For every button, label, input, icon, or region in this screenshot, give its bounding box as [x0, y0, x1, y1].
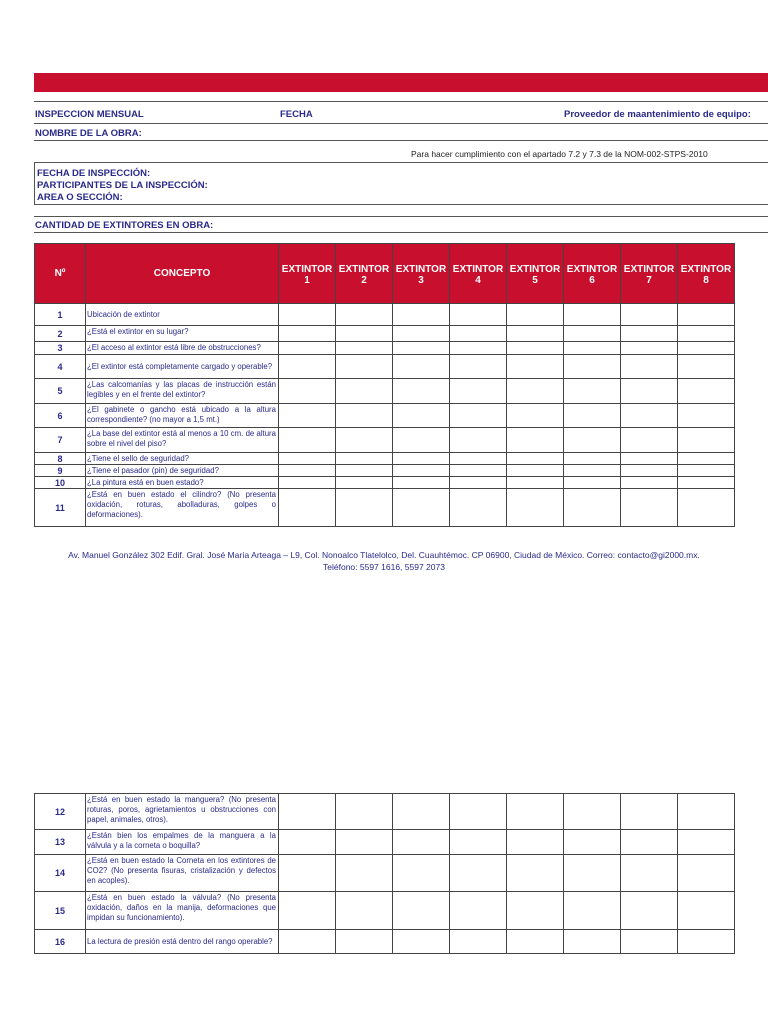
- check-cell[interactable]: [564, 794, 621, 830]
- row-number: 1: [35, 304, 86, 326]
- check-cell[interactable]: [621, 930, 678, 954]
- extinguisher-number: 1: [304, 275, 310, 286]
- row-concept: ¿Está el extintor en su lugar?: [86, 326, 279, 342]
- check-cell[interactable]: [279, 404, 336, 428]
- row-number: 16: [35, 930, 86, 954]
- row-concept: ¿El gabinete o gancho está ubicado a la altura correspondiente? (no mayor a 1,5 mt.): [86, 404, 279, 428]
- check-cell[interactable]: [564, 855, 621, 892]
- row-number: 8: [35, 453, 86, 465]
- extinguisher-word: EXTINTOR: [395, 264, 447, 275]
- check-cell[interactable]: [336, 855, 393, 892]
- check-cell[interactable]: [621, 428, 678, 453]
- row-number: 2: [35, 326, 86, 342]
- check-cell[interactable]: [279, 892, 336, 930]
- check-cell[interactable]: [621, 794, 678, 830]
- check-cell[interactable]: [450, 355, 507, 379]
- check-cell[interactable]: [393, 428, 450, 453]
- check-cell[interactable]: [279, 489, 336, 527]
- participants-label: PARTICIPANTES DE LA INSPECCIÓN:: [37, 180, 208, 191]
- check-cell[interactable]: [564, 304, 621, 326]
- check-cell[interactable]: [621, 355, 678, 379]
- column-header-concept: CONCEPTO: [86, 244, 279, 304]
- extinguisher-word: EXTINTOR: [452, 264, 504, 275]
- check-cell[interactable]: [678, 428, 735, 453]
- row-concept: La lectura de presión está dentro del rango operable?: [86, 930, 279, 954]
- footer-phone: Teléfono: 5597 1616, 5597 2073: [323, 562, 445, 572]
- check-cell[interactable]: [507, 930, 564, 954]
- header-divider: [34, 162, 768, 163]
- check-cell[interactable]: [564, 830, 621, 855]
- check-cell[interactable]: [279, 355, 336, 379]
- column-header-extinguisher: [336, 244, 393, 304]
- check-cell[interactable]: [564, 404, 621, 428]
- check-cell[interactable]: [678, 892, 735, 930]
- check-cell[interactable]: [336, 404, 393, 428]
- check-cell[interactable]: [678, 326, 735, 342]
- check-cell[interactable]: [621, 326, 678, 342]
- footer: [0, 549, 768, 573]
- check-cell[interactable]: [450, 830, 507, 855]
- column-header-extinguisher: [678, 244, 735, 304]
- check-cell[interactable]: [393, 342, 450, 355]
- check-cell[interactable]: [393, 379, 450, 404]
- header-divider: [34, 216, 768, 217]
- check-cell[interactable]: [678, 379, 735, 404]
- inspection-table: [34, 243, 735, 527]
- check-cell[interactable]: [450, 379, 507, 404]
- check-cell[interactable]: [450, 855, 507, 892]
- check-cell[interactable]: [393, 355, 450, 379]
- check-cell[interactable]: [393, 830, 450, 855]
- check-cell[interactable]: [393, 453, 450, 465]
- check-cell[interactable]: [336, 428, 393, 453]
- row-concept: ¿Las calcomanías y las placas de instrucción están legibles y en el frente del extintor?: [86, 379, 279, 404]
- check-cell[interactable]: [507, 304, 564, 326]
- row-number: 15: [35, 892, 86, 930]
- check-cell[interactable]: [621, 304, 678, 326]
- check-cell[interactable]: [393, 326, 450, 342]
- check-cell[interactable]: [336, 830, 393, 855]
- compliance-note: Para hacer cumplimiento con el apartado 7.2 y 7.3 de la NOM-002-STPS-2010: [411, 149, 708, 159]
- check-cell[interactable]: [564, 892, 621, 930]
- check-cell[interactable]: [393, 794, 450, 830]
- check-cell[interactable]: [507, 379, 564, 404]
- date-label: FECHA: [280, 109, 313, 120]
- row-concept: ¿Está en buen estado la válvula? (No presenta oxidación, daños en la manija, deformaciones que impidan su funcionamiento).: [86, 892, 279, 930]
- check-cell[interactable]: [393, 489, 450, 527]
- extinguisher-number: 3: [418, 275, 424, 286]
- column-header-extinguisher: [279, 244, 336, 304]
- check-cell[interactable]: [393, 892, 450, 930]
- check-cell[interactable]: [336, 304, 393, 326]
- header-left-border: [34, 162, 35, 205]
- check-cell[interactable]: [450, 477, 507, 489]
- check-cell[interactable]: [507, 830, 564, 855]
- extinguisher-word: EXTINTOR: [623, 264, 675, 275]
- check-cell[interactable]: [564, 477, 621, 489]
- row-concept: ¿Tiene el sello de seguridad?: [86, 453, 279, 465]
- extinguisher-number: 6: [589, 275, 595, 286]
- area-label: AREA O SECCIÓN:: [37, 192, 123, 203]
- check-cell[interactable]: [279, 342, 336, 355]
- column-header-number: Nº: [35, 244, 86, 304]
- inspection-table-continued: [34, 793, 735, 954]
- check-cell[interactable]: [564, 355, 621, 379]
- column-header-extinguisher: [450, 244, 507, 304]
- check-cell[interactable]: [507, 489, 564, 527]
- check-cell[interactable]: [279, 855, 336, 892]
- extinguisher-count-label: CANTIDAD DE EXTINTORES EN OBRA:: [35, 220, 214, 231]
- check-cell[interactable]: [450, 404, 507, 428]
- check-cell[interactable]: [678, 855, 735, 892]
- check-cell[interactable]: [678, 404, 735, 428]
- column-header-extinguisher: [507, 244, 564, 304]
- monthly-inspection-label: INSPECCION MENSUAL: [35, 109, 144, 120]
- check-cell[interactable]: [393, 930, 450, 954]
- check-cell[interactable]: [507, 465, 564, 477]
- extinguisher-word: EXTINTOR: [680, 264, 732, 275]
- check-cell[interactable]: [507, 855, 564, 892]
- check-cell[interactable]: [678, 477, 735, 489]
- check-cell[interactable]: [336, 477, 393, 489]
- check-cell[interactable]: [678, 355, 735, 379]
- extinguisher-word: EXTINTOR: [509, 264, 561, 275]
- check-cell[interactable]: [678, 304, 735, 326]
- check-cell[interactable]: [507, 326, 564, 342]
- check-cell[interactable]: [507, 355, 564, 379]
- header-divider: [34, 140, 768, 141]
- check-cell[interactable]: [564, 465, 621, 477]
- check-cell[interactable]: [678, 342, 735, 355]
- extinguisher-number: 7: [646, 275, 652, 286]
- check-cell[interactable]: [621, 855, 678, 892]
- check-cell[interactable]: [678, 465, 735, 477]
- check-cell[interactable]: [564, 379, 621, 404]
- check-cell[interactable]: [336, 794, 393, 830]
- extinguisher-number: 8: [703, 275, 709, 286]
- check-cell[interactable]: [678, 489, 735, 527]
- extinguisher-number: 4: [475, 275, 481, 286]
- check-cell[interactable]: [450, 428, 507, 453]
- check-cell[interactable]: [450, 304, 507, 326]
- check-cell[interactable]: [336, 489, 393, 527]
- header-divider: [34, 232, 768, 233]
- check-cell[interactable]: [279, 465, 336, 477]
- check-cell[interactable]: [336, 342, 393, 355]
- check-cell[interactable]: [621, 404, 678, 428]
- maintenance-provider-label: Proveedor de maantenimiento de equipo:: [564, 109, 751, 120]
- column-header-extinguisher: [564, 244, 621, 304]
- row-number: 7: [35, 428, 86, 453]
- check-cell[interactable]: [450, 489, 507, 527]
- row-concept: ¿La base del extintor está al menos a 10 cm. de altura sobre el nivel del piso?: [86, 428, 279, 453]
- check-cell[interactable]: [336, 465, 393, 477]
- row-number: 10: [35, 477, 86, 489]
- check-cell[interactable]: [450, 453, 507, 465]
- check-cell[interactable]: [450, 326, 507, 342]
- check-cell[interactable]: [507, 477, 564, 489]
- check-cell[interactable]: [621, 477, 678, 489]
- check-cell[interactable]: [393, 465, 450, 477]
- check-cell[interactable]: [678, 453, 735, 465]
- check-cell[interactable]: [336, 930, 393, 954]
- header-divider: [34, 204, 768, 205]
- row-number: 9: [35, 465, 86, 477]
- check-cell[interactable]: [393, 477, 450, 489]
- row-concept: ¿El extintor está completamente cargado y operable?: [86, 355, 279, 379]
- check-cell[interactable]: [621, 892, 678, 930]
- column-header-extinguisher: [621, 244, 678, 304]
- check-cell[interactable]: [621, 465, 678, 477]
- row-number: 4: [35, 355, 86, 379]
- row-concept: ¿Está en buen estado el cilindro? (No presenta oxidación, roturas, abolladuras, golpes o deformaciones).: [86, 489, 279, 527]
- check-cell[interactable]: [564, 453, 621, 465]
- check-cell[interactable]: [621, 453, 678, 465]
- check-cell[interactable]: [450, 342, 507, 355]
- check-cell[interactable]: [279, 930, 336, 954]
- check-cell[interactable]: [564, 489, 621, 527]
- check-cell[interactable]: [564, 342, 621, 355]
- row-number: 13: [35, 830, 86, 855]
- check-cell[interactable]: [279, 830, 336, 855]
- check-cell[interactable]: [621, 489, 678, 527]
- check-cell[interactable]: [279, 326, 336, 342]
- check-cell[interactable]: [279, 428, 336, 453]
- check-cell[interactable]: [507, 342, 564, 355]
- row-concept: ¿Están bien los empalmes de la manguera a la válvula y a la corneta o boquilla?: [86, 830, 279, 855]
- check-cell[interactable]: [336, 355, 393, 379]
- row-concept: ¿Tiene el pasador (pin) de seguridad?: [86, 465, 279, 477]
- check-cell[interactable]: [279, 453, 336, 465]
- column-header-extinguisher: [393, 244, 450, 304]
- extinguisher-word: EXTINTOR: [281, 264, 333, 275]
- check-cell[interactable]: [621, 830, 678, 855]
- row-concept: ¿Está en buen estado la Corneta en los extintores de CO2? (No presenta fisuras, cristalización y defectos en acoples).: [86, 855, 279, 892]
- check-cell[interactable]: [279, 794, 336, 830]
- check-cell[interactable]: [621, 342, 678, 355]
- header-divider: [34, 123, 768, 124]
- check-cell[interactable]: [450, 465, 507, 477]
- check-cell[interactable]: [507, 453, 564, 465]
- check-cell[interactable]: [507, 892, 564, 930]
- inspection-date-label: FECHA DE INSPECCIÓN:: [37, 168, 151, 179]
- footer-address: Av. Manuel González 302 Edif. Gral. José María Arteaga – L9, Col. Nonoalco Tlatelolco, Del. Cuauhtémoc. CP 06900, Ciudad de México. Correo: contacto@gi2000.mx.: [68, 550, 700, 560]
- extinguisher-number: 5: [532, 275, 538, 286]
- check-cell[interactable]: [393, 404, 450, 428]
- check-cell[interactable]: [279, 379, 336, 404]
- row-concept: ¿La pintura está en buen estado?: [86, 477, 279, 489]
- check-cell[interactable]: [564, 326, 621, 342]
- check-cell[interactable]: [450, 794, 507, 830]
- header-red-bar: [34, 73, 768, 92]
- check-cell[interactable]: [393, 855, 450, 892]
- row-number: 6: [35, 404, 86, 428]
- row-concept: ¿Está en buen estado la manguera? (No presenta roturas, poros, agrietamientos u obstrucciones con papel, animales, otros).: [86, 794, 279, 830]
- check-cell[interactable]: [564, 930, 621, 954]
- row-concept: ¿El acceso al extintor está libre de obstrucciones?: [86, 342, 279, 355]
- work-name-label: NOMBRE DE LA OBRA:: [35, 128, 142, 139]
- header-divider: [34, 101, 768, 102]
- row-number: 5: [35, 379, 86, 404]
- check-cell[interactable]: [336, 453, 393, 465]
- check-cell[interactable]: [279, 304, 336, 326]
- row-number: 14: [35, 855, 86, 892]
- check-cell[interactable]: [507, 404, 564, 428]
- check-cell[interactable]: [621, 379, 678, 404]
- check-cell[interactable]: [393, 304, 450, 326]
- check-cell[interactable]: [678, 830, 735, 855]
- check-cell[interactable]: [450, 930, 507, 954]
- check-cell[interactable]: [450, 892, 507, 930]
- row-number: 11: [35, 489, 86, 527]
- row-number: 12: [35, 794, 86, 830]
- check-cell[interactable]: [279, 477, 336, 489]
- row-number: 3: [35, 342, 86, 355]
- check-cell[interactable]: [564, 428, 621, 453]
- check-cell[interactable]: [507, 794, 564, 830]
- extinguisher-number: 2: [361, 275, 367, 286]
- check-cell[interactable]: [336, 379, 393, 404]
- extinguisher-word: EXTINTOR: [566, 264, 618, 275]
- check-cell[interactable]: [678, 794, 735, 830]
- check-cell[interactable]: [507, 428, 564, 453]
- check-cell[interactable]: [336, 326, 393, 342]
- row-concept: Ubicación de extintor: [86, 304, 279, 326]
- check-cell[interactable]: [336, 892, 393, 930]
- check-cell[interactable]: [678, 930, 735, 954]
- extinguisher-word: EXTINTOR: [338, 264, 390, 275]
